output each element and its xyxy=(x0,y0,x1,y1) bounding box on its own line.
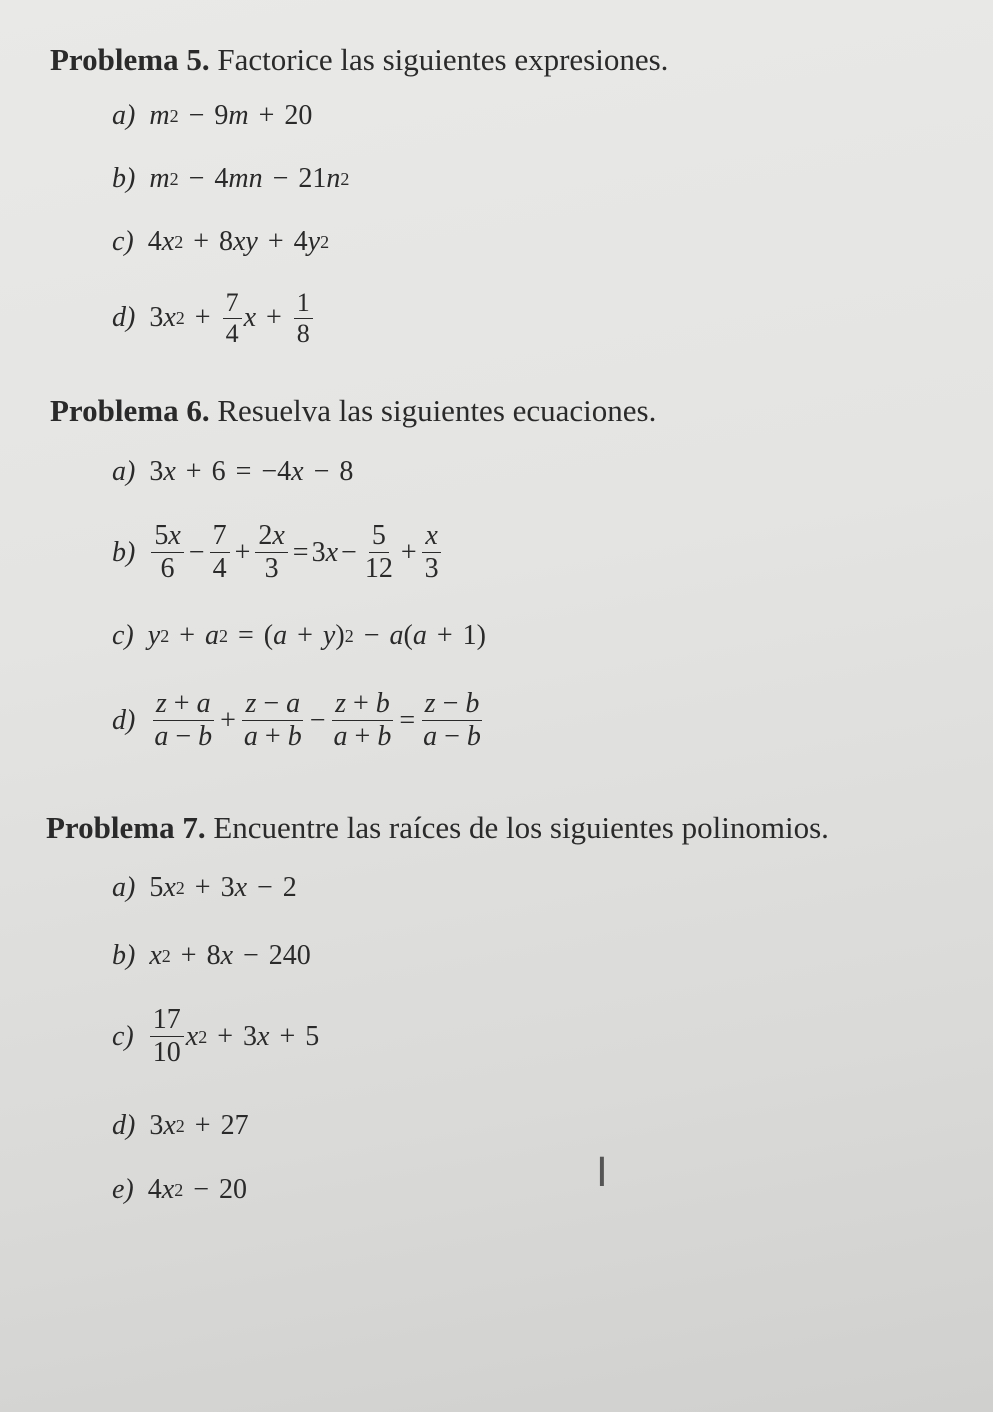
fraction: $\frac{5x}{6}$ xyxy=(151,520,183,585)
fraction: $\frac{17}{10}$ xyxy=(150,1004,184,1069)
expression: x 2 + 8 x − 240 xyxy=(149,940,311,971)
problem-5-item-a xyxy=(112,100,312,132)
problem-5-item-c xyxy=(112,226,329,258)
fraction: $\frac{7}{4}$ xyxy=(223,288,242,349)
problem-5-title xyxy=(50,42,668,78)
expression: 3 x 2 + 27 xyxy=(149,1110,249,1141)
item-label: a) xyxy=(112,872,136,903)
problem-6-item-c xyxy=(112,620,486,652)
problem-7-item-c xyxy=(112,1004,319,1069)
fraction: $\frac{z + b}{a + b}$ xyxy=(333,688,392,753)
problem-7-number: Problema 7. xyxy=(46,810,206,845)
problem-6-item-a xyxy=(112,456,353,488)
item-label: d) xyxy=(112,302,136,334)
problem-7-item-a xyxy=(112,872,297,904)
problem-7-item-d xyxy=(112,1110,249,1142)
expression: $\frac{z + a}{a - b}$ + $\frac{z - a}{a + b}$ − $\frac{z + b}{a + b}$ = $\frac{z - b}{a - b}$ xyxy=(149,688,486,753)
fraction: $\frac{z - a}{a + b}$ xyxy=(243,688,302,753)
problem-7-item-b xyxy=(112,940,311,972)
expression: 5 x 2 + 3 x − 2 xyxy=(149,872,297,903)
problem-7-title xyxy=(46,810,829,846)
fraction: $\frac{1}{8}$ xyxy=(294,288,313,349)
problem-7-instruction: Encuentre las raíces de los siguientes polinomios. xyxy=(213,810,829,845)
problem-6-instruction: Resuelva las siguientes ecuaciones. xyxy=(217,393,657,428)
item-label: d) xyxy=(112,1110,136,1141)
item-label: c) xyxy=(112,226,134,257)
item-label: d) xyxy=(112,704,136,736)
problem-6-title xyxy=(50,393,656,429)
fraction: $\frac{5}{12}$ xyxy=(364,520,393,585)
expression: m 2 − 4 mn − 21 n 2 xyxy=(149,163,350,194)
fraction: $\frac{7}{4}$ xyxy=(210,520,230,585)
item-label: b) xyxy=(112,536,136,568)
expression: y 2 + a 2 = ( a + y ) 2 − a ( a + 1) xyxy=(147,620,486,651)
expression: 3 x 2 + $\frac{7}{4}$ x + $\frac{1}{8}$ xyxy=(149,288,314,349)
item-label: b) xyxy=(112,163,136,194)
problem-5-item-b xyxy=(112,163,349,195)
fraction: $\frac{2x}{3}$ xyxy=(255,520,287,585)
item-label: b) xyxy=(112,940,136,971)
fraction: $\frac{z + a}{a - b}$ xyxy=(154,688,213,753)
text-cursor-icon: I xyxy=(596,1150,608,1196)
problem-5-instruction: Factorice las siguientes expresiones. xyxy=(217,42,669,77)
problem-5-item-d xyxy=(112,288,315,349)
expression: $\frac{5x}{6}$ − $\frac{7}{4}$ + $\frac{2x}{3}$ = 3 x − $\frac{5}{12}$ + $\frac{x}{3}$ xyxy=(149,520,443,585)
fraction: $\frac{z - b}{a - b}$ xyxy=(423,688,481,753)
item-label: c) xyxy=(112,620,134,651)
expression: $\frac{17}{10}$ x 2 + 3 x + 5 xyxy=(148,1004,319,1069)
item-label: a) xyxy=(112,456,136,487)
expression: 4 x 2 − 20 xyxy=(147,1174,247,1205)
problem-5-number: Problema 5. xyxy=(50,42,210,77)
problem-6-item-d xyxy=(112,688,486,753)
expression: m 2 − 9 m + 20 xyxy=(149,100,313,131)
item-label: e) xyxy=(112,1174,134,1205)
fraction: $\frac{x}{3}$ xyxy=(422,520,442,585)
item-label: c) xyxy=(112,1020,134,1052)
problem-6-item-b xyxy=(112,520,444,585)
expression: 3 x + 6 = −4 x − 8 xyxy=(149,456,354,487)
problem-6-number: Problema 6. xyxy=(50,393,210,428)
expression: 4 x 2 + 8 xy + 4 y 2 xyxy=(147,226,330,257)
problem-7-item-e xyxy=(112,1174,247,1206)
item-label: a) xyxy=(112,100,136,131)
